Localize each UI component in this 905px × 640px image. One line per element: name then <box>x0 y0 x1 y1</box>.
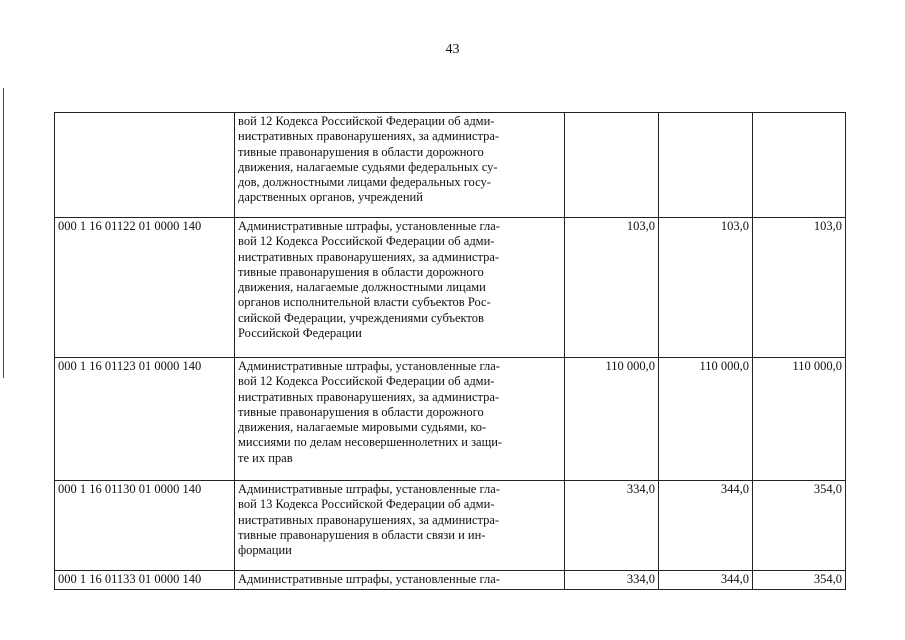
description-line: Административные штрафы, установленные гла- <box>238 572 500 586</box>
description-line: те их прав <box>238 450 293 465</box>
amount-year-1: 103,0 <box>565 218 659 358</box>
description-line: вой 13 Кодекса Российской Федерации об адми- <box>238 497 495 512</box>
amount-year-1: 334,0 <box>565 481 659 571</box>
amount-year-3: 103,0 <box>753 218 846 358</box>
description-line: Российской Федерации <box>238 326 362 341</box>
budget-code-cell: 000 1 16 01123 01 0000 140 <box>55 358 235 481</box>
amount-year-3 <box>753 113 846 218</box>
amount-year-2: 103,0 <box>659 218 753 358</box>
table-row <box>55 571 846 590</box>
description-line: миссиями по делам несовершеннолетних и защи- <box>238 435 503 450</box>
description-cell <box>235 218 565 358</box>
description-cell <box>235 358 565 481</box>
description-line: Административные штрафы, установленные гла- <box>238 359 500 373</box>
scan-edge-line <box>3 88 4 378</box>
budget-code-cell: 000 1 16 01122 01 0000 140 <box>55 218 235 358</box>
description-cell <box>235 481 565 571</box>
description-line: вой 12 Кодекса Российской Федерации об адми- <box>238 374 495 389</box>
table-row <box>55 113 846 218</box>
description-line: сийской Федерации, учреждениями субъектов <box>238 310 484 325</box>
description-line: дарственных органов, учреждений <box>238 190 423 205</box>
description-line: нистративных правонарушениях, за администра- <box>238 389 500 404</box>
budget-table <box>54 112 846 590</box>
description-line: тивные правонарушения в области дорожного <box>238 264 484 279</box>
budget-code-cell: 000 1 16 01130 01 0000 140 <box>55 481 235 571</box>
amount-year-1 <box>565 113 659 218</box>
page-number: 43 <box>445 42 460 57</box>
description-cell <box>235 113 565 218</box>
description-line: Административные штрафы, установленные гла- <box>238 482 500 496</box>
description-line: нистративных правонарушениях, за администра- <box>238 129 500 144</box>
amount-year-3: 354,0 <box>753 571 846 590</box>
table-row <box>55 218 846 358</box>
amount-year-2: 344,0 <box>659 571 753 590</box>
description-line: движения, налагаемые мировыми судьями, ко- <box>238 420 487 435</box>
description-line: движения, налагаемые судьями федеральных су- <box>238 159 498 174</box>
description-line: органов исполнительной власти субъектов Рос- <box>238 295 491 310</box>
table-row <box>55 481 846 571</box>
description-line: тивные правонарушения в области связи и ин- <box>238 527 486 542</box>
amount-year-2: 344,0 <box>659 481 753 571</box>
description-line: тивные правонарушения в области дорожного <box>238 404 484 419</box>
description-line: движения, налагаемые должностными лицами <box>238 280 486 295</box>
amount-year-3: 110 000,0 <box>753 358 846 481</box>
description-line: формации <box>238 543 292 558</box>
table-row <box>55 358 846 481</box>
budget-code-cell: 000 1 16 01133 01 0000 140 <box>55 571 235 590</box>
description-line: вой 12 Кодекса Российской Федерации об адми- <box>238 234 495 249</box>
amount-year-1: 110 000,0 <box>565 358 659 481</box>
description-line: нистративных правонарушениях, за администра- <box>238 512 500 527</box>
amount-year-2 <box>659 113 753 218</box>
amount-year-3: 354,0 <box>753 481 846 571</box>
description-line: Административные штрафы, установленные гла- <box>238 219 500 233</box>
amount-year-1: 334,0 <box>565 571 659 590</box>
description-line: вой 12 Кодекса Российской Федерации об адми- <box>238 114 495 128</box>
description-line: нистративных правонарушениях, за администра- <box>238 249 500 264</box>
amount-year-2: 110 000,0 <box>659 358 753 481</box>
description-line: дов, должностными лицами федеральных госу- <box>238 175 491 190</box>
budget-code-cell <box>55 113 235 218</box>
description-cell <box>235 571 565 590</box>
description-line: тивные правонарушения в области дорожного <box>238 144 484 159</box>
